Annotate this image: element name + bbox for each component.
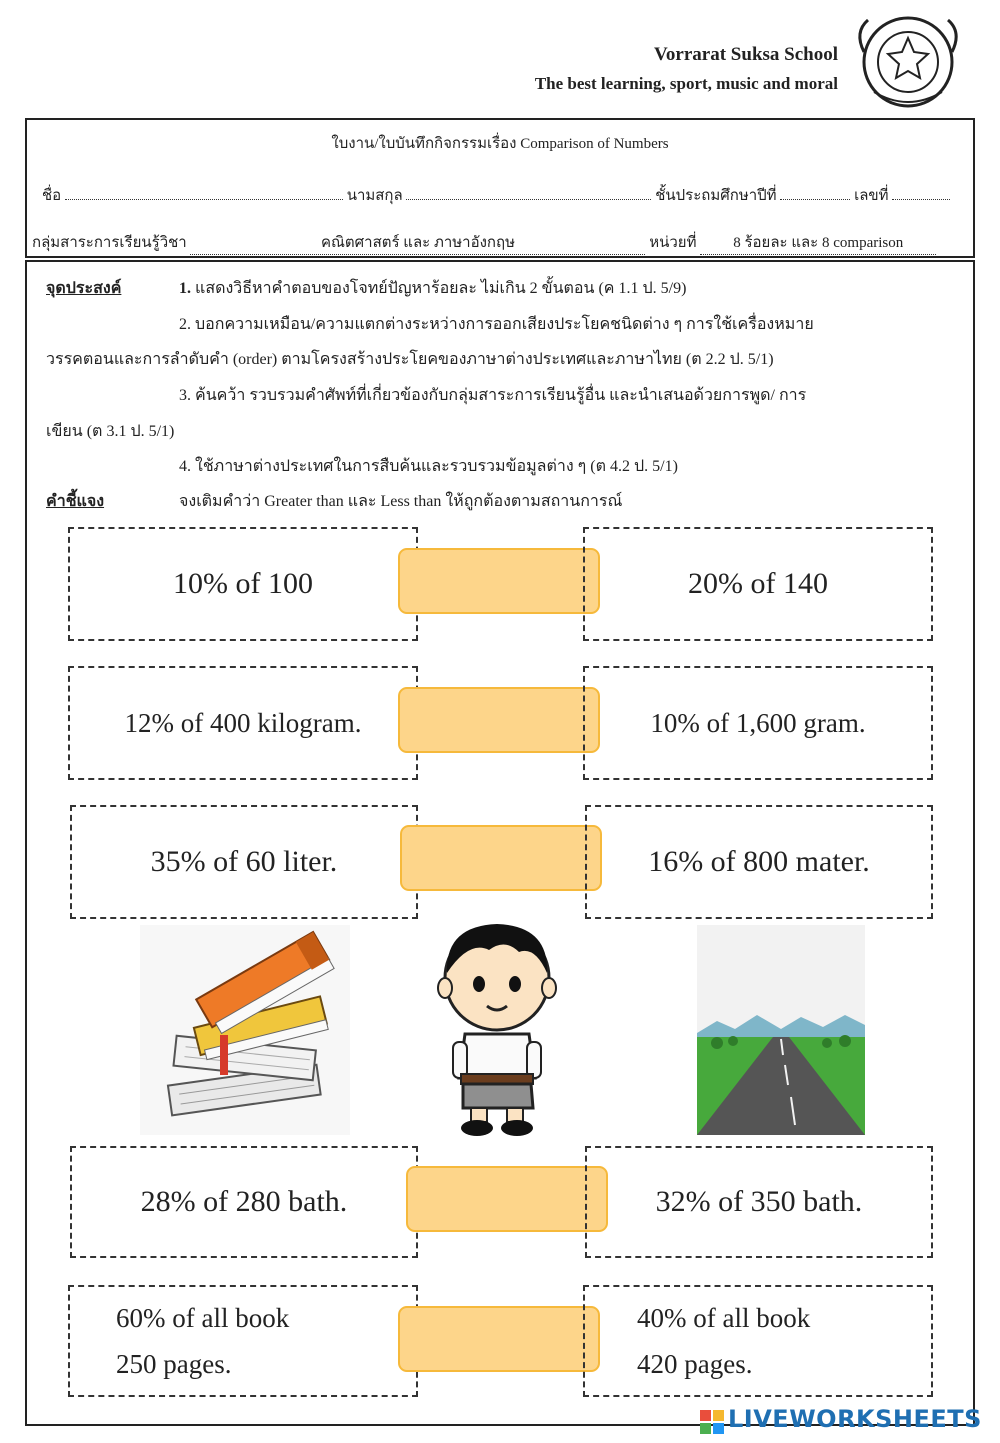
subject-label: กลุ่มสาระการเรียนรู้วิชา [32, 235, 187, 251]
comparison-left-5 [68, 1285, 418, 1397]
objective-3a: 3. ค้นคว้า รวบรวมคำศัพท์ที่เกี่ยวข้องกับกลุ่มสาระการเรียนรู้อื่น และนำเสนอด้วยการพูด/ การ [179, 387, 807, 404]
instruction-heading: คำชี้แจง [46, 493, 105, 510]
objective-1 [179, 276, 686, 301]
subject-line [32, 230, 936, 255]
comparison-left-3 [70, 805, 418, 919]
subject-value: คณิตศาสตร์ และ ภาษาอังกฤษ [190, 230, 645, 255]
name-line [42, 183, 950, 207]
comparison-right-2 [583, 666, 933, 780]
comparison-left-4-text: 28% of 280 bath. [140, 1185, 348, 1218]
school-emblem-icon [850, 12, 958, 112]
comparison-left-1 [68, 527, 418, 641]
objective-1-number: 1. [179, 280, 191, 297]
surname-label: นามสกุล [346, 188, 403, 204]
answer-box-2[interactable] [398, 687, 600, 753]
answer-box-5[interactable] [398, 1306, 600, 1372]
comparison-right-4 [585, 1146, 933, 1258]
answer-box-1[interactable] [398, 548, 600, 614]
comparison-left-5-line1: 60% of all book [116, 1302, 290, 1333]
comparison-left-2-text: 12% of 400 kilogram. [124, 707, 362, 738]
grade-label: ชั้นประถมศึกษาปีที่ [655, 188, 777, 204]
instruction-text: จงเติมคำว่า Greater than และ Less than ให้ถูกต้องตามสถานการณ์ [179, 493, 623, 510]
comparison-right-3 [585, 805, 933, 919]
comparison-right-5 [583, 1285, 933, 1397]
objective-4: 4. ใช้ภาษาต่างประเทศในการสืบค้นและรวบรวมข้อมูลต่าง ๆ (ต 4.2 ป. 5/1) [179, 458, 678, 475]
objective-2b: วรรคตอนและการลำดับคำ (order) ตามโครงสร้างประโยคของภาษาต่างประเทศและภาษาไทย (ต 2.2 ป. 5/1) [46, 351, 774, 368]
school-motto: The best learning, sport, music and moral [534, 74, 838, 93]
comparison-right-5-line1: 40% of all book [637, 1302, 811, 1333]
comparison-right-4-text: 32% of 350 bath. [655, 1185, 863, 1218]
objective-2a: 2. บอกความเหมือน/ความแตกต่างระหว่างการออกเสียงประโยคชนิดต่าง ๆ การใช้เครื่องหมาย [179, 316, 814, 333]
unit-value: 8 ร้อยละ และ 8 comparison [700, 230, 936, 255]
grade-field[interactable] [780, 199, 850, 200]
comparison-left-2 [68, 666, 418, 780]
objectives-heading: จุดประสงค์ [46, 280, 122, 297]
number-field[interactable] [892, 199, 950, 200]
comparison-left-5-line2: 250 pages. [116, 1348, 232, 1379]
objective-1-text: แสดงวิธีหาคำตอบของโจทย์ปัญหาร้อยละ ไม่เกิน 2 ขั้นตอน (ค 1.1 ป. 5/9) [195, 280, 687, 297]
comparison-left-1-text: 10% of 100 [173, 567, 313, 600]
answer-box-3[interactable] [400, 825, 602, 891]
comparison-right-1-text: 20% of 140 [688, 567, 828, 600]
student-boy-illustration [435, 918, 560, 1140]
comparison-right-1 [583, 527, 933, 641]
answer-box-4[interactable] [406, 1166, 608, 1232]
liveworksheets-brand[interactable]: LIVEWORKSHEETS [728, 1405, 982, 1433]
books-stack-illustration [140, 925, 350, 1135]
worksheet-title: ใบงาน/ใบบันทึกกิจกรรมเรื่อง Comparison of Numbers [331, 136, 669, 152]
surname-field[interactable] [406, 199, 651, 200]
comparison-left-3-text: 35% of 60 liter. [150, 845, 338, 878]
name-label: ชื่อ [42, 188, 62, 204]
comparison-right-2-text: 10% of 1,600 gram. [650, 707, 866, 738]
objective-3b: เขียน (ต 3.1 ป. 5/1) [46, 423, 175, 440]
liveworksheets-logo-icon [700, 1410, 724, 1434]
unit-label: หน่วยที่ [649, 235, 697, 251]
comparison-left-4 [70, 1146, 418, 1258]
school-name: Vorrarat Suksa School [653, 44, 838, 65]
road-landscape-illustration [697, 925, 865, 1135]
number-label: เลขที่ [854, 188, 889, 204]
comparison-right-5-line2: 420 pages. [637, 1348, 753, 1379]
comparison-right-3-text: 16% of 800 mater. [648, 845, 870, 878]
name-field[interactable] [65, 199, 343, 200]
